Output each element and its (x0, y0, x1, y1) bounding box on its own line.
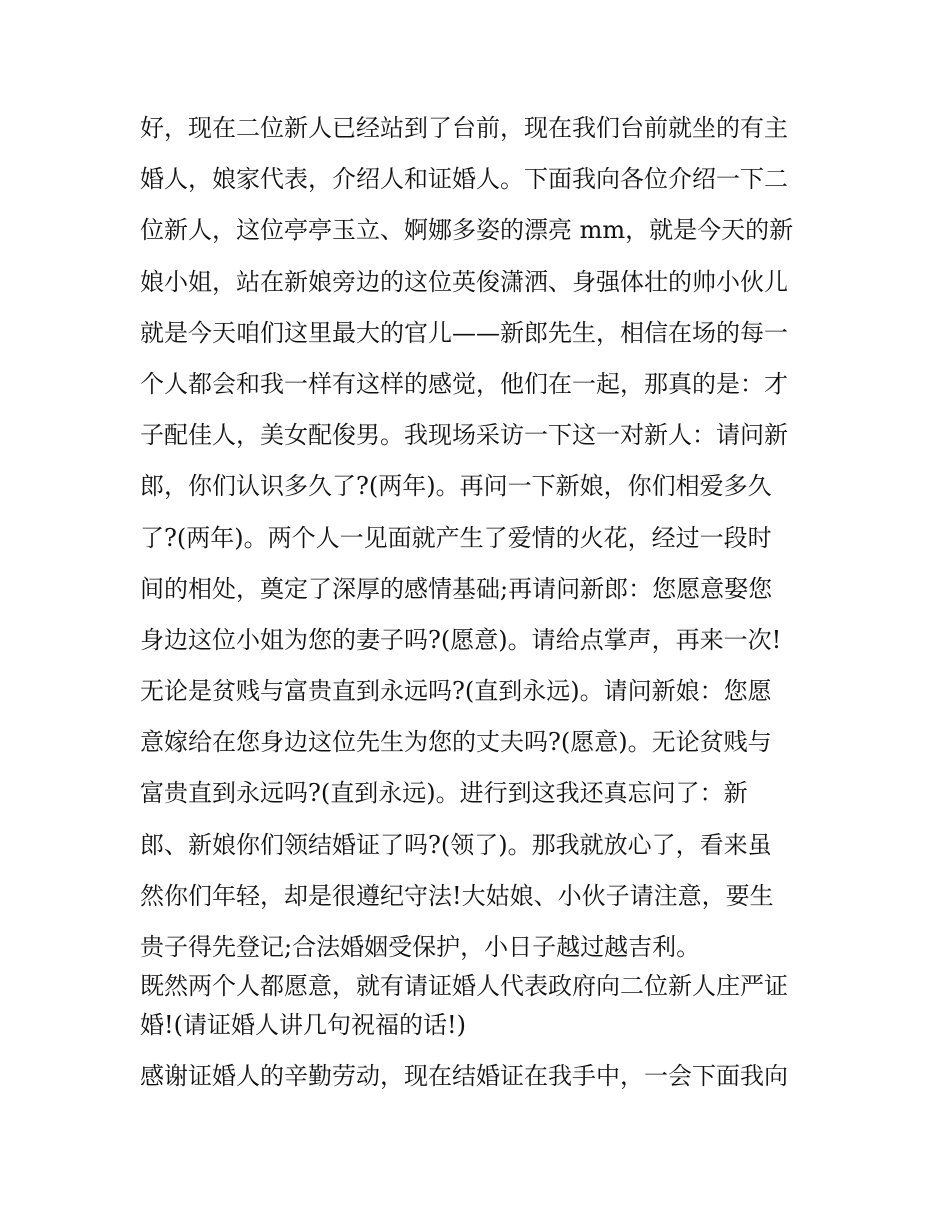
text-line: 无论是贫贱与富贵直到永远吗?(直到永远)。请问新娘：您愿 (140, 677, 772, 706)
text-line: 富贵直到永远吗?(直到永远)。进行到这我还真忘问了：新 (140, 779, 748, 808)
text-line: 位新人，这位亭亭玉立、婀娜多姿的漂亮 mm，就是今天的新 (140, 216, 794, 245)
text-line: 子配佳人，美女配俊男。我现场采访一下这一对新人：请问新 (140, 421, 788, 450)
text-line: 个人都会和我一样有这样的感觉，他们在一起，那真的是：才 (140, 369, 788, 398)
text-line: 身边这位小姐为您的妻子吗?(愿意)。请给点掌声，再来一次! (140, 625, 782, 654)
text-line: 好，现在二位新人已经站到了台前，现在我们台前就坐的有主 (140, 114, 788, 142)
text-line: 就是今天咱们这里最大的官儿——新郎先生，相信在场的每一 (140, 318, 788, 347)
text-line: 郎，你们认识多久了?(两年)。再问一下新娘，你们相爱多久 (140, 472, 772, 501)
text-line: 娘小姐，站在新娘旁边的这位英俊潇洒、身强体壮的帅小伙儿 (140, 267, 788, 296)
text-line: 贵子得先登记;合法婚姻受保护，小日子越过越吉利。 (140, 933, 701, 961)
text-line: 婚!(请证婚人讲几句祝福的话!) (140, 1011, 467, 1039)
text-line: 间的相处，奠定了深厚的感情基础;再请问新郎：您愿意娶您 (140, 574, 773, 603)
body-text (140, 108, 820, 1107)
text-line: 郎、新娘你们领结婚证了吗?(领了)。那我就放心了，看来虽 (140, 830, 772, 859)
text-line: 意嫁给在您身边这位先生为您的丈夫吗?(愿意)。无论贫贱与 (140, 728, 772, 757)
text-line: 婚人，娘家代表，介绍人和证婚人。下面我向各位介绍一下二 (140, 165, 788, 194)
text-line: 了?(两年)。两个人一见面就产生了爱情的火花，经过一段时 (140, 523, 772, 552)
text-line: 既然两个人都愿意，就有请证婚人代表政府向二位新人庄严证 (140, 972, 788, 1000)
text-line: 感谢证婚人的辛勤劳动，现在结婚证在我手中，一会下面我向 (140, 1062, 788, 1091)
text-line: 然你们年轻，却是很遵纪守法!大姑娘、小伙子请注意，要生 (140, 881, 774, 910)
